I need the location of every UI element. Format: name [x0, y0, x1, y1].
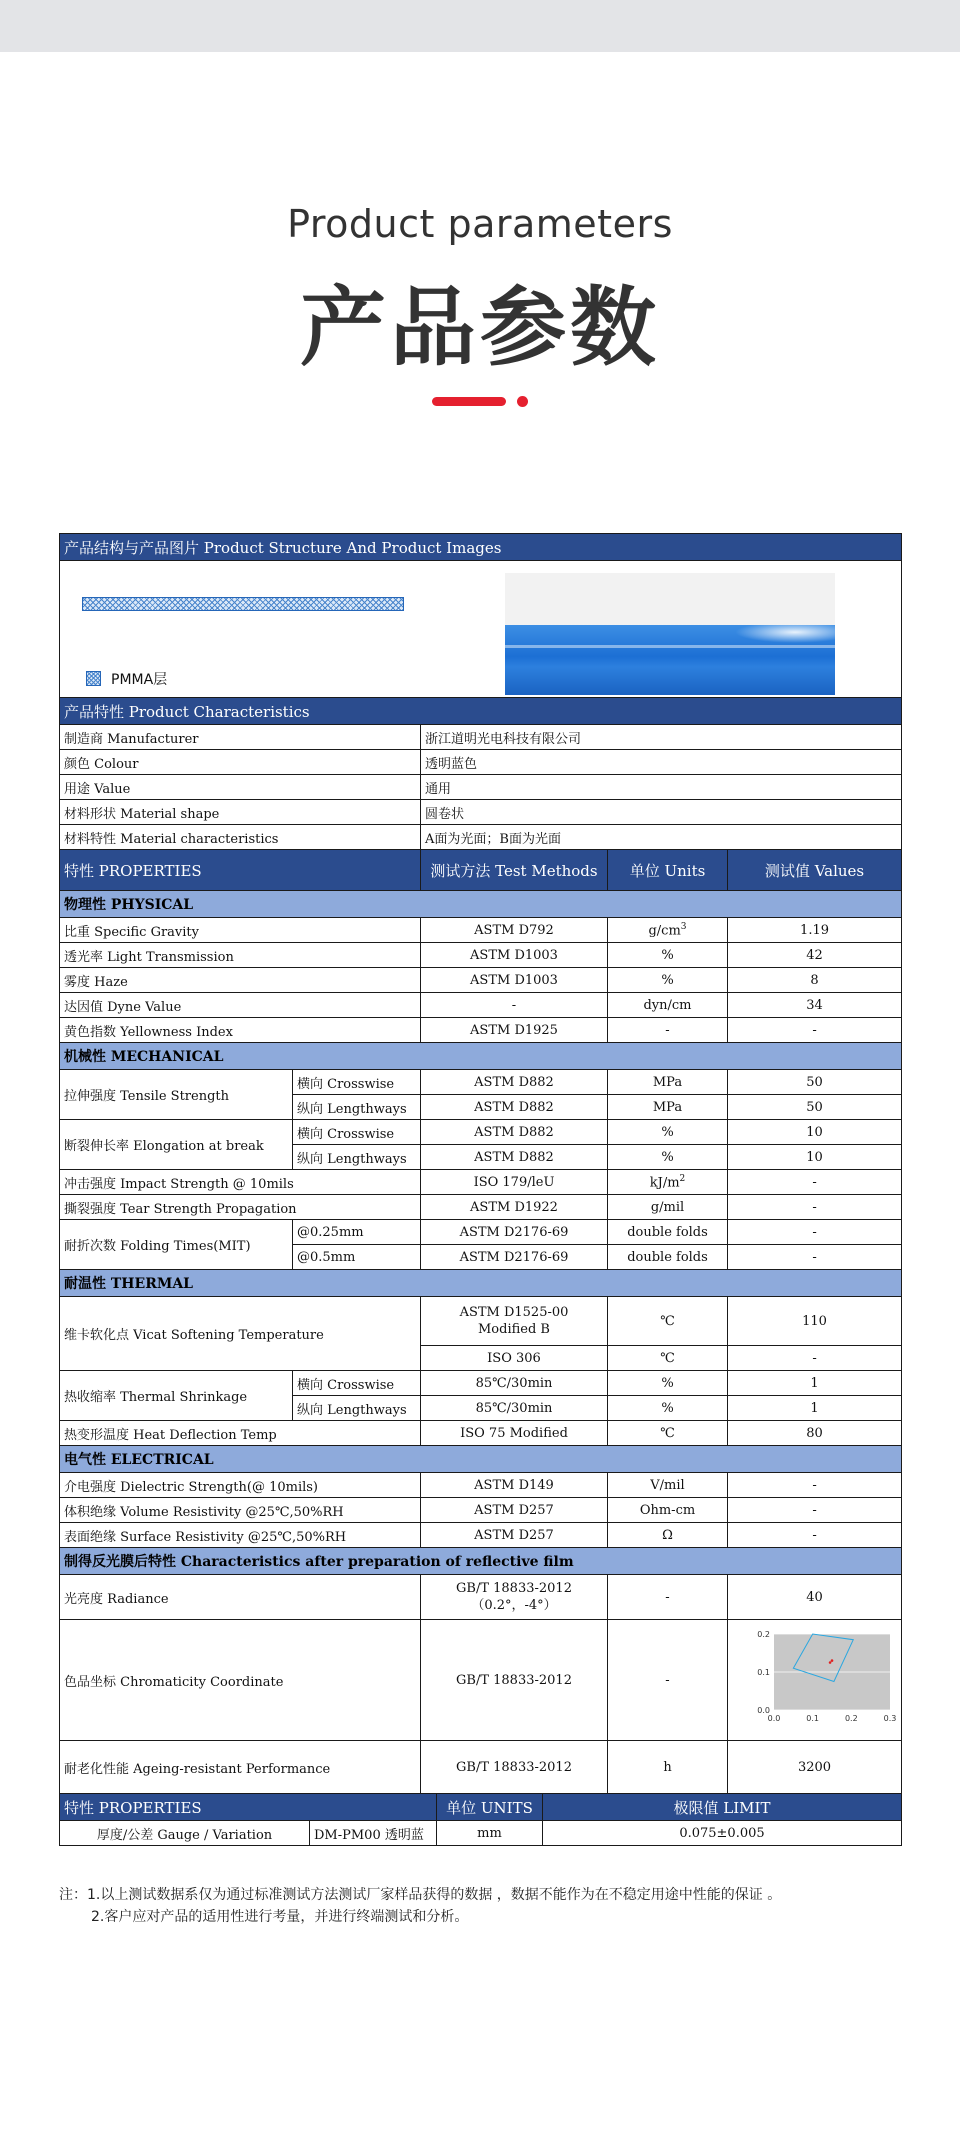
prop-value: 1	[728, 1371, 902, 1396]
prop-method: GB/T 18833-2012	[421, 1620, 608, 1741]
char-value: 圆卷状	[421, 800, 902, 825]
table-row	[60, 918, 902, 943]
chroma-chart-cell	[728, 1620, 902, 1741]
prop-unit: Ω	[608, 1523, 728, 1548]
prop-name: 雾度 Haze	[60, 968, 421, 993]
prop-direction: 纵向 Lengthways	[293, 1095, 421, 1120]
char-label: 制造商 Manufacturer	[60, 725, 421, 750]
prop-direction: 横向 Crosswise	[293, 1120, 421, 1145]
prop-name: 冲击强度 Impact Strength @ 10mils	[60, 1170, 421, 1195]
char-value: A面为光面；B面为光面	[421, 825, 902, 850]
pmma-legend-label: PMMA层	[111, 672, 168, 688]
prop-unit	[608, 1170, 728, 1195]
prop-unit: g/mil	[608, 1195, 728, 1220]
reflective-heading: 制得反光膜后特性 Characteristics after preparation of reflective film	[60, 1548, 902, 1575]
prop-method: ASTM D257	[421, 1523, 608, 1548]
prop-value: -	[728, 1245, 902, 1270]
unit-text: g/cm	[648, 923, 681, 939]
prop-method: ASTM D1922	[421, 1195, 608, 1220]
char-value: 透明蓝色	[421, 750, 902, 775]
prop-method: 85℃/30min	[421, 1371, 608, 1396]
note-line-2: 2.客户应对产品的适用性进行考量，并进行终端测试和分析。	[91, 1909, 469, 1925]
prop-unit: %	[608, 943, 728, 968]
prop-method: ASTM D2176-69	[421, 1245, 608, 1270]
prop-value: 1	[728, 1396, 902, 1421]
prop-name: 透光率 Light Transmission	[60, 943, 421, 968]
prop-unit: double folds	[608, 1245, 728, 1270]
prop-method: ASTM D882	[421, 1095, 608, 1120]
prop-name: 光亮度 Radiance	[60, 1575, 421, 1620]
prop-condition: @0.25mm	[293, 1220, 421, 1245]
chart-x-tick-label: 0.1	[806, 1714, 820, 1723]
prop-name: 维卡软化点 Vicat Softening Temperature	[60, 1297, 421, 1371]
method-line-1: GB/T 18833-2012	[456, 1581, 572, 1596]
table-row	[60, 775, 902, 800]
table-row	[60, 1498, 902, 1523]
char-value: 浙江道明光电科技有限公司	[421, 725, 902, 750]
char-label: 用途 Value	[60, 775, 421, 800]
char-label: 材料形状 Material shape	[60, 800, 421, 825]
table-row	[60, 1523, 902, 1548]
prop-method: ISO 75 Modified	[421, 1421, 608, 1446]
prop-value: 10	[728, 1145, 902, 1170]
table-row	[60, 943, 902, 968]
characteristics-heading: 产品特性 Product Characteristics	[60, 698, 902, 725]
film-glare	[735, 625, 835, 643]
prop-name: 热收缩率 Thermal Shrinkage	[60, 1371, 293, 1421]
prop-name: 比重 Specific Gravity	[60, 918, 421, 943]
prop-unit: %	[608, 1145, 728, 1170]
prop-direction: 横向 Crosswise	[293, 1371, 421, 1396]
table-row	[60, 1195, 902, 1220]
prop-name: 拉伸强度 Tensile Strength	[60, 1070, 293, 1120]
limit-value: 0.075±0.005	[543, 1821, 902, 1846]
prop-value: -	[728, 1473, 902, 1498]
prop-unit: MPa	[608, 1070, 728, 1095]
table-row	[60, 1018, 902, 1043]
prop-method: ASTM D1003	[421, 968, 608, 993]
prop-name: 表面绝缘 Surface Resistivity @25℃,50%RH	[60, 1523, 421, 1548]
prop-value: 40	[728, 1575, 902, 1620]
prop-method: -	[421, 993, 608, 1018]
table-row	[60, 1821, 902, 1846]
prop-value: -	[728, 1523, 902, 1548]
table-row	[60, 825, 902, 850]
prop-unit: -	[608, 1620, 728, 1741]
chart-y-tick-label: 0.0	[757, 1706, 770, 1715]
table-row	[60, 725, 902, 750]
table-row	[60, 1120, 902, 1145]
limit-header-property: 特性 PROPERTIES	[60, 1794, 437, 1821]
prop-value: -	[728, 1195, 902, 1220]
structure-heading: 产品结构与产品图片 Product Structure And Product Images	[60, 534, 902, 561]
prop-unit: %	[608, 1396, 728, 1421]
prop-unit: %	[608, 968, 728, 993]
table-row	[60, 1297, 902, 1346]
prop-unit: dyn/cm	[608, 993, 728, 1018]
limit-header-limit: 极限值 LIMIT	[543, 1794, 902, 1821]
limit-model: DM-PM00 透明蓝	[310, 1821, 437, 1846]
note-line-1: 注：1.以上测试数据系仅为通过标准测试方法测试厂家样品获得的数据 ，数据不能作为在不稳定用途中性能的保证 。	[59, 1887, 782, 1903]
table-row	[60, 1070, 902, 1095]
prop-method: ISO 179/leU	[421, 1170, 608, 1195]
table-row	[60, 800, 902, 825]
limit-header-unit: 单位 UNITS	[437, 1794, 543, 1821]
prop-unit: V/mil	[608, 1473, 728, 1498]
thermal-heading: 耐温性 THERMAL	[60, 1270, 902, 1297]
chart-x-tick-label: 0.3	[883, 1714, 897, 1723]
char-label: 材料特性 Material characteristics	[60, 825, 421, 850]
prop-name: 达因值 Dyne Value	[60, 993, 421, 1018]
table-row	[60, 1170, 902, 1195]
method-line-2: （0.2°，-4°）	[471, 1598, 557, 1613]
prop-method: ASTM D1003	[421, 943, 608, 968]
prop-method: GB/T 18833-2012	[421, 1741, 608, 1794]
prop-value: 8	[728, 968, 902, 993]
prop-name: 色品坐标 Chromaticity Coordinate	[60, 1620, 421, 1741]
prop-unit	[608, 918, 728, 943]
prop-unit: -	[608, 1575, 728, 1620]
limit-name: 厚度/公差 Gauge / Variation	[60, 1821, 310, 1846]
prop-value: -	[728, 1346, 902, 1371]
limit-unit: mm	[437, 1821, 543, 1846]
prop-unit: Ohm-cm	[608, 1498, 728, 1523]
prop-method: ASTM D792	[421, 918, 608, 943]
prop-method: ASTM D882	[421, 1120, 608, 1145]
prop-condition: @0.5mm	[293, 1245, 421, 1270]
pmma-legend-swatch	[86, 671, 101, 686]
chart-y-tick-label: 0.2	[757, 1630, 770, 1639]
prop-value: 42	[728, 943, 902, 968]
spec-sheet	[59, 533, 901, 1846]
prop-method: ASTM D149	[421, 1473, 608, 1498]
table-row	[60, 750, 902, 775]
unit-sup: 2	[679, 1173, 686, 1184]
table-row	[60, 1575, 902, 1620]
table-row	[60, 1421, 902, 1446]
prop-unit: MPa	[608, 1095, 728, 1120]
table-row	[60, 1741, 902, 1794]
table-row	[60, 968, 902, 993]
prop-value: 110	[728, 1297, 902, 1346]
prop-value: 10	[728, 1120, 902, 1145]
page-title-cn: 产品参数	[300, 278, 660, 378]
table-row	[60, 1371, 902, 1396]
prop-unit: double folds	[608, 1220, 728, 1245]
physical-heading: 物理性 PHYSICAL	[60, 891, 902, 918]
spec-table	[59, 533, 902, 1794]
prop-method: ISO 306	[421, 1346, 608, 1371]
char-label: 颜色 Colour	[60, 750, 421, 775]
prop-unit: ℃	[608, 1297, 728, 1346]
char-value: 通用	[421, 775, 902, 800]
prop-name: 耐折次数 Folding Times(MIT)	[60, 1220, 293, 1270]
prop-value: -	[728, 1170, 902, 1195]
decorative-red-dot	[517, 396, 528, 407]
col-header-value: 测试值 Values	[728, 850, 902, 891]
prop-method: ASTM D1925	[421, 1018, 608, 1043]
structure-panel	[60, 561, 901, 697]
prop-name: 黄色指数 Yellowness Index	[60, 1018, 421, 1043]
prop-method: ASTM D257	[421, 1498, 608, 1523]
prop-method	[421, 1297, 608, 1346]
prop-name: 介电强度 Dielectric Strength(@ 10mils)	[60, 1473, 421, 1498]
unit-sup: 3	[680, 921, 687, 932]
prop-name: 热变形温度 Heat Deflection Temp	[60, 1421, 421, 1446]
unit-text: kJ/m	[649, 1175, 680, 1191]
chart-x-tick-label: 0.2	[844, 1714, 858, 1723]
col-header-property: 特性 PROPERTIES	[60, 850, 421, 891]
prop-name: 体积绝缘 Volume Resistivity @25℃,50%RH	[60, 1498, 421, 1523]
method-line-1: ASTM D1525-00	[459, 1305, 569, 1320]
chart-y-tick-label: 0.1	[757, 1668, 770, 1677]
prop-method: ASTM D882	[421, 1145, 608, 1170]
prop-value: 34	[728, 993, 902, 1018]
chart-point	[831, 1659, 834, 1662]
prop-unit: h	[608, 1741, 728, 1794]
prop-value: 50	[728, 1070, 902, 1095]
limit-table	[59, 1793, 902, 1846]
mechanical-heading: 机械性 MECHANICAL	[60, 1043, 902, 1070]
prop-direction: 纵向 Lengthways	[293, 1145, 421, 1170]
chart-x-tick-label: 0.0	[767, 1714, 781, 1723]
prop-direction: 纵向 Lengthways	[293, 1396, 421, 1421]
prop-name: 断裂伸长率 Elongation at break	[60, 1120, 293, 1170]
table-row	[60, 993, 902, 1018]
electrical-heading: 电气性 ELECTRICAL	[60, 1446, 902, 1473]
film-stripe	[505, 645, 835, 648]
prop-name: 耐老化性能 Ageing-resistant Performance	[60, 1741, 421, 1794]
prop-method	[421, 1575, 608, 1620]
prop-unit: ℃	[608, 1421, 728, 1446]
table-row	[60, 1220, 902, 1245]
table-row	[60, 1620, 902, 1741]
chromaticity-chart	[728, 1620, 900, 1740]
prop-value: 50	[728, 1095, 902, 1120]
prop-value: 3200	[728, 1741, 902, 1794]
prop-value: -	[728, 1498, 902, 1523]
prop-value: -	[728, 1018, 902, 1043]
col-header-method: 测试方法 Test Methods	[421, 850, 608, 891]
prop-unit: %	[608, 1120, 728, 1145]
decorative-red-line	[432, 397, 506, 406]
product-photo	[505, 573, 835, 695]
chart-point	[829, 1661, 832, 1664]
prop-method: 85℃/30min	[421, 1396, 608, 1421]
footnotes	[59, 1884, 781, 1928]
col-header-unit: 单位 Units	[608, 850, 728, 891]
prop-unit: %	[608, 1371, 728, 1396]
table-row	[60, 1473, 902, 1498]
top-gray-bar	[0, 0, 960, 52]
prop-value: 1.19	[728, 918, 902, 943]
prop-unit: -	[608, 1018, 728, 1043]
prop-name: 撕裂强度 Tear Strength Propagation	[60, 1195, 421, 1220]
pmma-layer-diagram	[82, 597, 404, 611]
prop-direction: 横向 Crosswise	[293, 1070, 421, 1095]
prop-unit: ℃	[608, 1346, 728, 1371]
method-line-2: Modified B	[478, 1322, 550, 1337]
prop-value: -	[728, 1220, 902, 1245]
page-title-en: Product parameters	[287, 202, 673, 246]
prop-method: ASTM D2176-69	[421, 1220, 608, 1245]
prop-method: ASTM D882	[421, 1070, 608, 1095]
prop-value: 80	[728, 1421, 902, 1446]
